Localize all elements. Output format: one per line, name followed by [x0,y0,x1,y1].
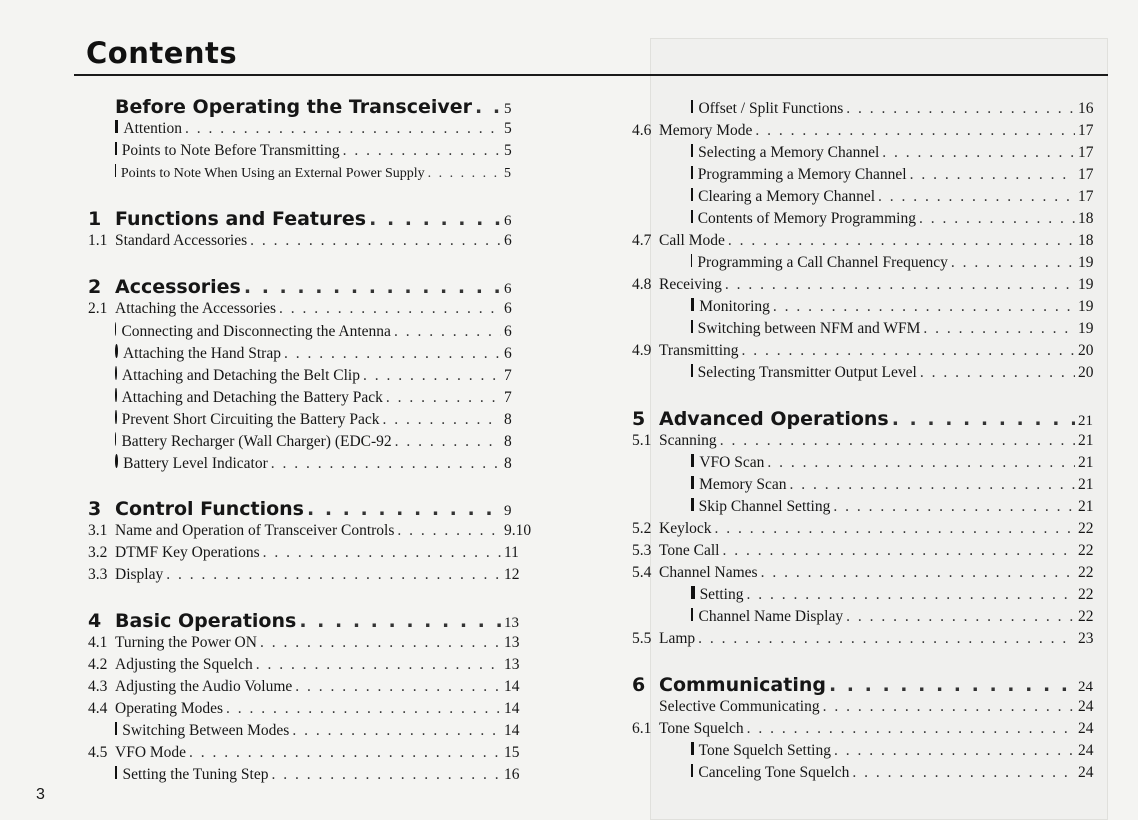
square-bullet-icon [115,766,117,779]
dot-leader [260,634,501,652]
toc-page-number: 5 [504,166,511,181]
toc-label: VFO Scan [699,454,765,471]
toc-page-number: 13 [504,615,519,631]
dot-leader [755,122,1075,140]
square-bullet-icon [691,210,693,223]
dot-leader [428,166,501,182]
toc-page-number: 18 [1078,210,1094,227]
square-bullet-icon [691,298,694,311]
toc-page-number: 23 [1078,630,1094,647]
toc-label: Switching between NFM and WFM [697,320,921,337]
toc-label: Contents of Memory Programming [697,210,916,227]
toc-page-number: 6 [504,232,512,249]
toc-label: Points to Note Before Transmitting [121,142,340,159]
toc-label: Adjusting the Squelch [115,656,253,673]
toc-subentry[interactable] [632,586,1100,608]
toc-entry[interactable] [632,564,1100,586]
toc-entry[interactable] [88,634,540,656]
toc-subentry[interactable] [88,142,540,164]
dot-leader [189,744,501,762]
dot-leader [292,722,501,740]
toc-label: Battery Level Indicator [123,455,268,472]
dot-leader [725,276,1075,294]
toc-page-number: 19 [1078,254,1094,271]
toc-page-number: 6 [504,323,512,340]
toc-label: Offset / Split Functions [698,100,844,117]
dot-leader [722,542,1075,560]
dot-leader [397,522,501,540]
round-bullet-icon [115,454,118,468]
toc-label: Channel Names [659,564,758,581]
toc-number: 1 [88,208,102,230]
toc-subentry[interactable] [88,766,540,788]
dot-leader [382,411,501,429]
toc-subentry[interactable] [632,364,1100,386]
toc-label: Selective Communicating [659,698,820,715]
toc-page-number: 24 [1078,679,1093,695]
dot-leader [923,320,1075,338]
dot-leader [773,298,1075,316]
square-bullet-icon [691,476,694,489]
toc-label: Before Operating the Transceiver [115,96,473,118]
toc-page-number: 22 [1078,520,1094,537]
dot-leader [920,364,1075,382]
toc-label: Name and Operation of Transceiver Controls [115,522,395,539]
square-bullet-icon [691,764,693,777]
toc-number: 2.1 [88,300,108,317]
toc-label: Prevent Short Circuiting the Battery Pack [121,411,380,428]
toc-page-number: 6 [504,345,512,362]
toc-subentry[interactable] [632,210,1100,232]
round-bullet-icon [115,432,116,446]
toc-entry[interactable] [88,300,540,322]
toc-number: 1.1 [88,232,108,249]
toc-number: 4.6 [632,122,652,139]
toc-left-column [88,96,540,788]
toc-label: Call Mode [659,232,725,249]
toc-label: Setting the Tuning Step [122,766,269,783]
toc-page-number: 5 [504,142,512,159]
toc-label: Skip Channel Setting [698,498,831,515]
toc-label: Tone Call [659,542,720,559]
dot-leader [747,720,1075,738]
toc-label: Standard Accessories [115,232,248,249]
dot-leader [833,498,1075,516]
dot-leader [295,678,501,696]
dot-leader [271,455,501,473]
square-bullet-icon [115,120,118,133]
square-bullet-icon [115,722,117,735]
toc-label: Canceling Tone Squelch [698,764,850,781]
toc-entry[interactable] [632,122,1100,144]
toc-page-number: 6 [504,281,512,297]
section-gap [88,476,540,498]
toc-page-number: 6 [504,300,512,317]
toc-label: Attaching and Detaching the Battery Pack [121,389,383,406]
toc-entry[interactable] [632,276,1100,298]
toc-subentry[interactable] [88,120,540,142]
dot-leader [910,166,1075,184]
dot-leader [761,564,1075,582]
dot-leader [846,100,1075,118]
dot-leader [475,96,501,118]
round-bullet-icon [115,344,118,358]
toc-page-number: 9.10 [504,522,532,539]
dot-leader [829,674,1075,696]
toc-label: Programming a Call Channel Frequency [697,254,948,271]
dot-leader [720,432,1075,450]
toc-number: 5.3 [632,542,652,559]
toc-page-number: 17 [1078,144,1094,161]
section-gap [88,186,540,208]
toc-label: Monitoring [699,298,770,315]
toc-subentry[interactable] [632,498,1100,520]
toc-subentry[interactable] [632,144,1100,166]
toc-section-heading[interactable] [88,498,540,522]
toc-page-number: 21 [1078,476,1094,493]
toc-label: Memory Mode [659,122,753,139]
dot-leader [263,544,501,562]
toc-section-heading[interactable] [632,674,1100,698]
toc-number: 4.9 [632,342,652,359]
toc-number: 4.2 [88,656,108,673]
toc-number: 4.3 [88,678,108,695]
page-title: Contents [86,36,238,70]
toc-label: Functions and Features [115,208,367,230]
toc-page-number: 13 [504,634,520,651]
toc-page-number: 8 [504,433,512,450]
section-gap [632,652,1100,674]
toc-entry[interactable] [632,232,1100,254]
toc-subentry[interactable] [632,476,1100,498]
round-bullet-icon [115,322,116,336]
dot-leader [386,389,501,407]
toc-page-number: 19 [1078,276,1094,293]
toc-label: DTMF Key Operations [115,544,260,561]
toc-entry[interactable] [632,630,1100,652]
toc-section-heading[interactable] [632,408,1100,432]
dot-leader [279,300,501,318]
toc-entry[interactable] [632,520,1100,542]
toc-label: Selecting Transmitter Output Level [697,364,917,381]
toc-number: 4 [88,610,102,632]
toc-subentry[interactable] [632,320,1100,342]
toc-entry[interactable] [88,522,540,544]
dot-leader [369,208,501,230]
toc-entry[interactable] [632,432,1100,454]
toc-page-number: 24 [1078,720,1094,737]
toc-number: 4.5 [88,744,108,761]
round-bullet-icon [115,366,117,380]
toc-label: Points to Note When Using an External Power Supply [120,166,425,181]
toc-page-number: 14 [504,722,520,739]
toc-entry[interactable] [88,544,540,566]
dot-leader [698,630,1075,648]
toc-label: Keylock [659,520,712,537]
toc-number: 3.1 [88,522,108,539]
square-bullet-icon [691,254,692,267]
dot-leader [307,498,501,520]
toc-label: Programming a Memory Channel [697,166,907,183]
toc-page-number: 21 [1078,498,1094,515]
toc-label: Advanced Operations [659,408,889,430]
toc-number: 5.2 [632,520,652,537]
toc-page-number: 22 [1078,564,1094,581]
toc-subentry[interactable] [632,100,1100,122]
dot-leader [882,144,1075,162]
toc-number: 6.1 [632,720,652,737]
toc-number: 5.4 [632,564,652,581]
dot-leader [271,766,501,784]
toc-label: Operating Modes [115,700,224,717]
toc-page-number: 15 [504,744,520,761]
dot-leader [789,476,1075,494]
square-bullet-icon [691,586,695,599]
section-gap [632,386,1100,408]
toc-number: 4.7 [632,232,652,249]
toc-subentry[interactable] [632,454,1100,476]
toc-number: 5 [632,408,646,430]
toc-label: Clearing a Memory Channel [698,188,876,205]
toc-page-number: 7 [504,389,512,406]
toc-label: Attaching the Accessories [115,300,276,317]
dot-leader [185,120,501,138]
toc-number: 3 [88,498,102,520]
toc-entry[interactable] [88,678,540,700]
square-bullet-icon [691,454,694,467]
toc-label: Tone Squelch Setting [698,742,831,759]
toc-entry[interactable] [632,542,1100,564]
toc-entry[interactable] [632,342,1100,364]
dot-leader [256,656,501,674]
toc-page-number: 16 [1078,100,1094,117]
toc-page-number: 5 [504,101,512,117]
toc-section-heading[interactable] [88,610,540,634]
toc-subentry[interactable] [88,454,540,476]
toc-entry[interactable] [88,656,540,678]
dot-leader [343,142,501,160]
toc-page-number: 13 [504,656,520,673]
toc-label: Receiving [659,276,722,293]
toc-page-number: 18 [1078,232,1094,249]
toc-entry[interactable] [88,744,540,766]
toc-right-column [632,100,1100,786]
section-gap [88,254,540,276]
toc-page-number: 24 [1078,698,1094,715]
dot-leader [166,566,501,584]
toc-label: VFO Mode [115,744,187,761]
toc-subentry[interactable] [632,166,1100,188]
dot-leader [823,698,1075,716]
toc-label: Communicating [659,674,826,696]
toc-number: 3.3 [88,566,108,583]
toc-page-number: 24 [1078,764,1094,781]
round-bullet-icon [115,410,117,424]
toc-label: Adjusting the Audio Volume [115,678,293,695]
toc-page-number: 21 [1078,413,1093,429]
toc-label: Turning the Power ON [115,634,257,651]
toc-label: Accessories [115,276,241,298]
toc-subentry[interactable] [632,742,1100,764]
toc-subentry[interactable] [88,366,540,388]
toc-number: 4.1 [88,634,108,651]
toc-subentry[interactable] [88,322,540,344]
toc-page-number: 20 [1078,364,1094,381]
dot-leader [919,210,1075,228]
toc-label: Attention [123,120,182,137]
toc-subentry[interactable] [632,254,1100,276]
toc-subentry[interactable] [88,388,540,410]
square-bullet-icon [115,142,117,155]
dot-leader [226,700,501,718]
toc-subentry[interactable] [88,410,540,432]
toc-page-number: 22 [1078,542,1094,559]
dot-leader [728,232,1075,250]
toc-section-heading[interactable] [88,208,540,232]
square-bullet-icon [115,164,116,177]
toc-page-number: 22 [1078,586,1094,603]
square-bullet-icon [691,166,693,179]
toc-number: 3.2 [88,544,108,561]
toc-page-number: 19 [1078,298,1094,315]
toc-page-number: 21 [1078,454,1094,471]
square-bullet-icon [691,364,693,377]
toc-subentry[interactable] [88,344,540,366]
dot-leader [394,323,501,341]
toc-entry[interactable] [632,698,1100,720]
toc-number: 5.5 [632,630,652,647]
square-bullet-icon [691,320,693,333]
toc-page-number: 5 [504,120,512,137]
dot-leader [284,345,501,363]
toc-page-number: 9 [504,503,512,519]
toc-page-number: 11 [504,544,519,561]
toc-label: Attaching the Hand Strap [122,345,281,362]
toc-subentry[interactable] [88,432,540,454]
toc-entry[interactable] [632,720,1100,742]
square-bullet-icon [691,100,693,113]
toc-subentry[interactable] [632,298,1100,320]
square-bullet-icon [691,144,693,157]
toc-number: 2 [88,276,102,298]
toc-page-number: 12 [504,566,520,583]
toc-number: 6 [632,674,646,696]
toc-label: Selecting a Memory Channel [698,144,880,161]
square-bullet-icon [691,608,693,621]
toc-section-heading[interactable] [88,276,540,300]
toc-section-heading[interactable] [88,96,540,120]
toc-label: Switching Between Modes [122,722,290,739]
toc-page-number: 20 [1078,342,1094,359]
toc-page-number: 14 [504,678,520,695]
dot-leader [834,742,1075,760]
toc-subentry[interactable] [632,764,1100,786]
dot-leader [746,586,1075,604]
toc-entry[interactable] [88,566,540,588]
toc-page-number: 8 [504,455,512,472]
toc-subentry[interactable] [88,164,540,186]
toc-subentry[interactable] [88,722,540,744]
toc-label: Lamp [659,630,696,647]
title-rule [74,74,1108,76]
toc-label: Control Functions [115,498,304,520]
toc-label: Scanning [659,432,717,449]
dot-leader [299,610,501,632]
toc-page-number: 6 [504,213,512,229]
dot-leader [846,608,1075,626]
toc-entry[interactable] [88,232,540,254]
dot-leader [878,188,1075,206]
dot-leader [852,764,1075,782]
toc-page-number: 19 [1078,320,1094,337]
toc-label: Basic Operations [115,610,297,632]
square-bullet-icon [691,498,694,511]
toc-page-number: 21 [1078,432,1094,449]
toc-page-number: 14 [504,700,520,717]
toc-page-number: 17 [1078,166,1094,183]
toc-label: Display [115,566,164,583]
toc-number: 4.8 [632,276,652,293]
toc-entry[interactable] [88,700,540,722]
toc-label: Transmitting [659,342,739,359]
section-gap [88,588,540,610]
toc-label: Battery Recharger (Wall Charger) (EDC-92 [121,433,392,450]
toc-subentry[interactable] [632,188,1100,210]
dot-leader [363,367,501,385]
dot-leader [892,408,1075,430]
dot-leader [767,454,1075,472]
dot-leader [742,342,1075,360]
dot-leader [244,276,501,298]
round-bullet-icon [115,388,117,402]
toc-page-number: 22 [1078,608,1094,625]
toc-label: Setting [699,586,744,603]
page-number: 3 [36,786,45,803]
toc-page-number: 24 [1078,742,1094,759]
square-bullet-icon [691,742,694,755]
toc-page-number: 16 [504,766,520,783]
toc-subentry[interactable] [632,608,1100,630]
square-bullet-icon [691,188,693,201]
toc-page-number: 17 [1078,122,1094,139]
dot-leader [715,520,1075,538]
toc-label: Connecting and Disconnecting the Antenna [121,323,391,340]
toc-label: Attaching and Detaching the Belt Clip [121,367,360,384]
dot-leader [395,433,501,451]
toc-number: 5.1 [632,432,652,449]
dot-leader [250,232,501,250]
dot-leader [951,254,1075,272]
toc-label: Channel Name Display [698,608,844,625]
toc-page-number: 17 [1078,188,1094,205]
toc-number: 4.4 [88,700,108,717]
toc-page-number: 8 [504,411,512,428]
toc-label: Tone Squelch [659,720,744,737]
toc-page-number: 7 [504,367,512,384]
toc-label: Memory Scan [699,476,787,493]
